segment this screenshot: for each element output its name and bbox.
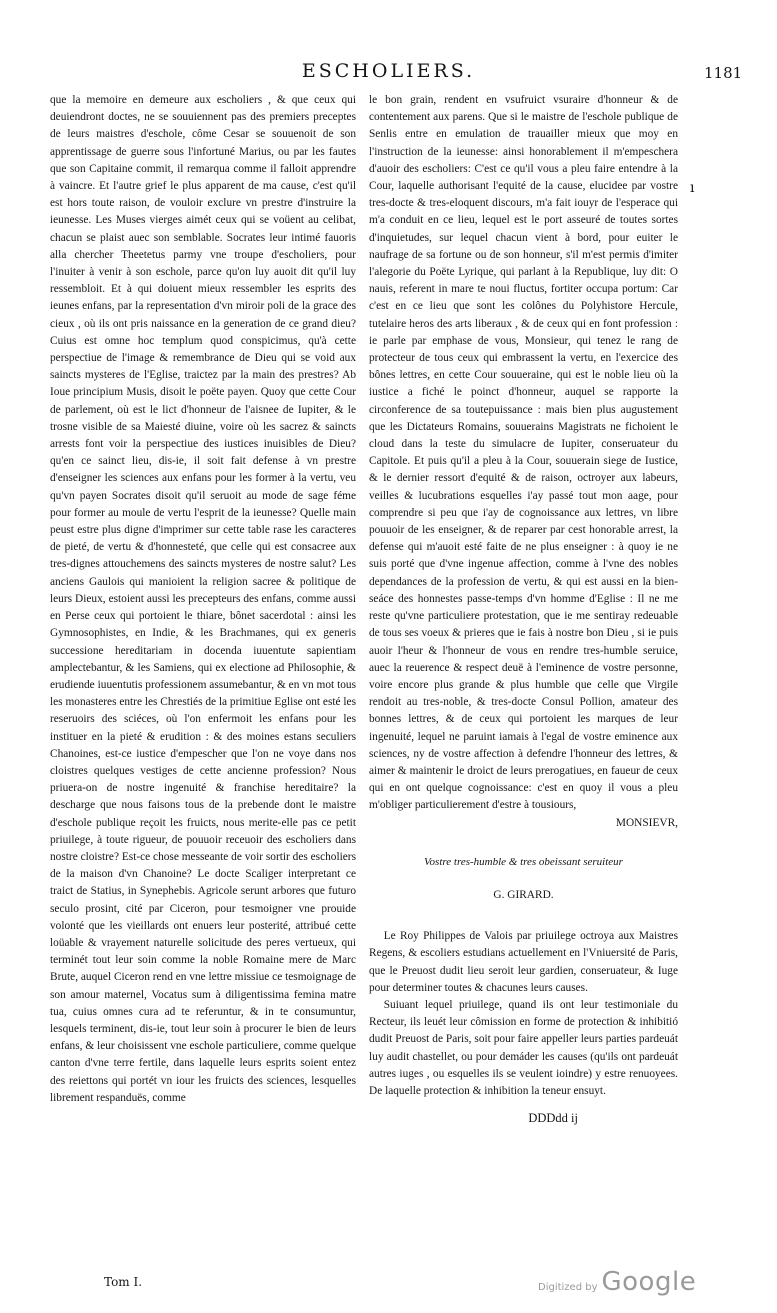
digitized-watermark	[538, 1267, 696, 1297]
privilege-paragraph: Le Roy Philippes de Valois par priuilege octroya aux Maistres Regens, & escoliers estudians actuellement en l'Vniuersité de Paris, que le Preuost dudit lieu seroit leur gardien, conseruateur, & Iuge pour determiner toutes & chacunes leurs causes.	[369, 930, 678, 994]
signature: G. GIRARD.	[493, 888, 554, 901]
signature-mark: DDDdd ij	[528, 1111, 578, 1126]
running-title: ESCHOLIERS.	[301, 60, 476, 82]
commission-paragraph: Suiuant lequel priuilege, quand ils ont leur testimoniale du Recteur, ils leuét leur cômission en forme de protection & inhibitió dudit Preuost de Paris, soit pour faire appeller leurs parties pardeuát luy audit chastellet, ou pour demáder les causes (qu'ils ont pardeuát autres iuges , ou esquelles ils se veulent ioindre) y estre renuoyees. De laquelle protection & inhibition la teneur ensuyt.	[369, 998, 678, 1097]
page-number: 1181	[704, 64, 743, 82]
closing-formula: Vostre tres-humble & tres obeissant seruiteur	[424, 855, 623, 868]
volume-label: Tom I.	[104, 1275, 143, 1289]
right-column	[369, 92, 678, 1127]
letter-paragraph: le bon grain, rendent en vsufruict vsuraire d'honneur & de contentement aux parens. Que si le maistre de l'eschole publique de Senlis entre en emulation de trauailler mieux que moy en l'instruction de la ieunesse: ainsi honorablement il m'empeschera d'auoir des escholiers: C'est ce qu'il vous a pleu faire entendre à la Cour, laquelle authorisant l'equité de la cause, elucidee par vostre tres-docte & tres-eloquent discours, m'a fait iouyr de l'esperace qui m'a conduit en ce lieu, lequel est le port asseuré de toutes sortes d'inquietudes, sur lequel chacun vient à bord, pour euiter le naufrage de sa fortune ou de son honneur, s'il m'est permis d'imiter l'alegorie du Poëte Lyrique, qui parlant à la Republique, luy dit: O nauis, referent in mare te noui fluctus, fortiter occupa portum: Car c'est en ce lieu que sont les colônes du Polyhistore Hercule, tutelaire heros des arts liberaux , & de ceux qui en font profession : ie parle par emphase de vous, Monsieur, qui tenez le rang de protecteur de tous ceux qui embrassent la vertu, en l'exercice des bônes lettres, en cette Cour souueraine, qui est le noble lieu où la iustice a fiché le poinct d'honneur, auquel se rapporte la circonference de sa toutepuissance : mais bien plus augustement que les Dictateurs Romains, souuerains Magistrats ne fichoient le cloud dans la teste du simulacre de Iupiter, conseruateur du Capitole. Et puis qu'il a pleu à la Cour, souuerain siege de Iustice, & le dernier ressort d'equité & de raison, octroyer aux labeurs, veilles & lucubrations esquelles i'ay passé tout mon aage, pour comprendre si peu que i'ay de cognoissance aux lettres, vn libre pouuoir de les enseigner, & de reparer par cest honorable arrest, la defense qui m'auoit esté faite de ne plus enseigner : à quoy ie ne suis porté que d'vne ingenue affection, comme à l'vne des nobles dependances de la profession de vertu, & qui est aussi en la bien-seáce des honnestes passe-temps d'vn homme d'Eglise : Il ne me reste qu'vne particuliere protestation, que ie me sentiray redeuable de tous ses voeux & prieres que ie fais à nostre bon Dieu , si ie puis auoir l'heur & l'honneur de vous en rendre tres-humble seruice, auec la reuerence & respect deuë à l'eminence de vostre personne, voire encore plus grande & plus humble que celle que Virgile rendoit au tres-noble, & tres-docte Consul Pollion, amateur des bonnes lettres, & de ceux qui portoient les marques de leur ingenuité, lequel ne paruint iamais à l'egal de vostre eminence aux sciences, ny de vostre affection à defendre l'honneur des lettres, & aimer & maintenir le droict de leurs prerogatiues, en faueur de ceux qui en ont quelque cognoissance: c'est en quoy il vous a pleu m'obliger particulierement d'estre à tousiours,	[369, 94, 678, 812]
left-column-text: que la memoire en demeure aux escholiers , & que ceux qui deuiendront doctes, ne se souuiennent pas des premiers preceptes de leurs maistres d'eschole, côme Cesar se souuenoit de son apprentissage de guerre sous l'infortuné Marius, ou par les fautes que son Capitaine commit, il remarqua comme il falloit apprendre à vaincre. Et l'autre grief le plus apparent de ma cause, c'est qu'il est hors toute raison, de vouloir exclure vn prestre d'instruire la ieunesse. Les Muses vierges aimét ceux qui se voüent au celibat, chacun se plaist auec son semblable. Socrates leur intimé fauoris alla chercher Theetetus parmy vne troupe d'escholiers, pour l'inuiter à venir à son eschole, parce qu'on luy auoit dit qu'il luy ressembloit. Et à qui doiuent mieux ressembler les esprits des ieunes enfans, par la representation d'vn miroir poli de la grace des cieux , où ils ont pris naissance en la generation de ce grand dieu? Cuius est omne hoc templum quod conspicimus, qu'à cette perspectiue de l'image & remembrance de Dieu qui se void aux saincts mysteres de l'Eglise, traictez par la main des prestres? Ab Ioue principium Musis, disoit le poëte payen. Quoy que cette Cour de parlement, où est le lict d'honneur de l'aisnee de Iupiter, & le trosne visible de sa Maiesté diuine, voire où les sacrez & saincts arrests font voir la perspectiue des iustices inuisibles de Dieu? qu'en ce sainct lieu, dis-ie, il soit fait defense à vn prestre d'enseigner les sciences aux enfans pour les former à la vertu, veu qu'vn payen Socrates disoit qu'il seruoit au mode de sage féme pour former au moule de vertu l'esprit de la ieunesse? Quelle main peust estre plus digne d'imprimer sur cette table rase les caracteres de pieté, de vertu & d'honnesteté, que celle qui est consacree aux tres-dignes attouchemens des saincts mysteres de nostre salut? Les anciens Gaulois qui manioient la religion sacree & politique de leurs Dieux, estoient aussi les precepteurs des enfans, comme aussi en Perse ceux qui portoient le thiare, bônet sacerdotal : ainsi les Gymnosophistes, en Indie, & les Brachmanes, qui ex generis successione hereditariam in docenda iuuentute sapientiam amplectebantur, & les Samiens, qui ex electione ad Philosophie, & erudiende iuuentutis professionem assumebantur, & en vn mot tous les monasteres entre les Chrestiés de la primitiue Eglise ont esté les reseruoirs des sciéces, où l'on enfermoit les enfans pour les instituer en la pieté & erudition : & des moines estans seculiers Chanoines, est-ce iustice d'empescher que l'on ne voye dans nos cloistres quelques vestiges de cette ancienne profession? Nous priuera-on de nostre ingenuité & franchise hereditaire? la descharge que nous faisons tous de la prebende dont le maistre d'eschole publique reçoit les fruicts, nous merite-elle pas ce petit priuilege, à toute rigueur, de pouuoir receuoir des escholiers dans nostre cloistre? Est-ce chose messeante de voir sortir des escholiers de la maison d'vn Chanoine? Le docte Scaliger interpretant ce traict de Statius, in Synephebis. Agricole serunt arbores que futuro seculo prosint, cité par Ciceron, pour tesmoigner vne prouide volonté que les vieillards ont enuers leur posterité, attribué cette loüable & vrayement naturelle solicitude des peres vertueux, qui terminét tout leur soin comme la noble Romaine mere de Marc Brute, auquel Ciceron rend en vne lettre missiue ce tesmoignage de son amour maternel, Vocatus sum à diligentissima femina matre tua, cuius omnes cura ad te referuntur, & in te consumuntur, lesquels terminent, dis-ie, tout leur soin à procurer le bien de leurs enfans, & leur choisissent vne eschole particuliere, comme quelque canton d'vne terre fertile, dans laquelle leurs esprits soient entez des reiettons qui portét vn iour les fruicts des sciences, lesquelles librement respanduës, comme	[50, 94, 356, 1104]
google-logo: Google	[601, 1267, 697, 1297]
salutation: MONSIEVR,	[615, 816, 678, 829]
watermark-prefix: Digitized by	[538, 1282, 598, 1293]
left-column	[50, 92, 356, 1107]
margin-mark: ı	[690, 180, 695, 196]
